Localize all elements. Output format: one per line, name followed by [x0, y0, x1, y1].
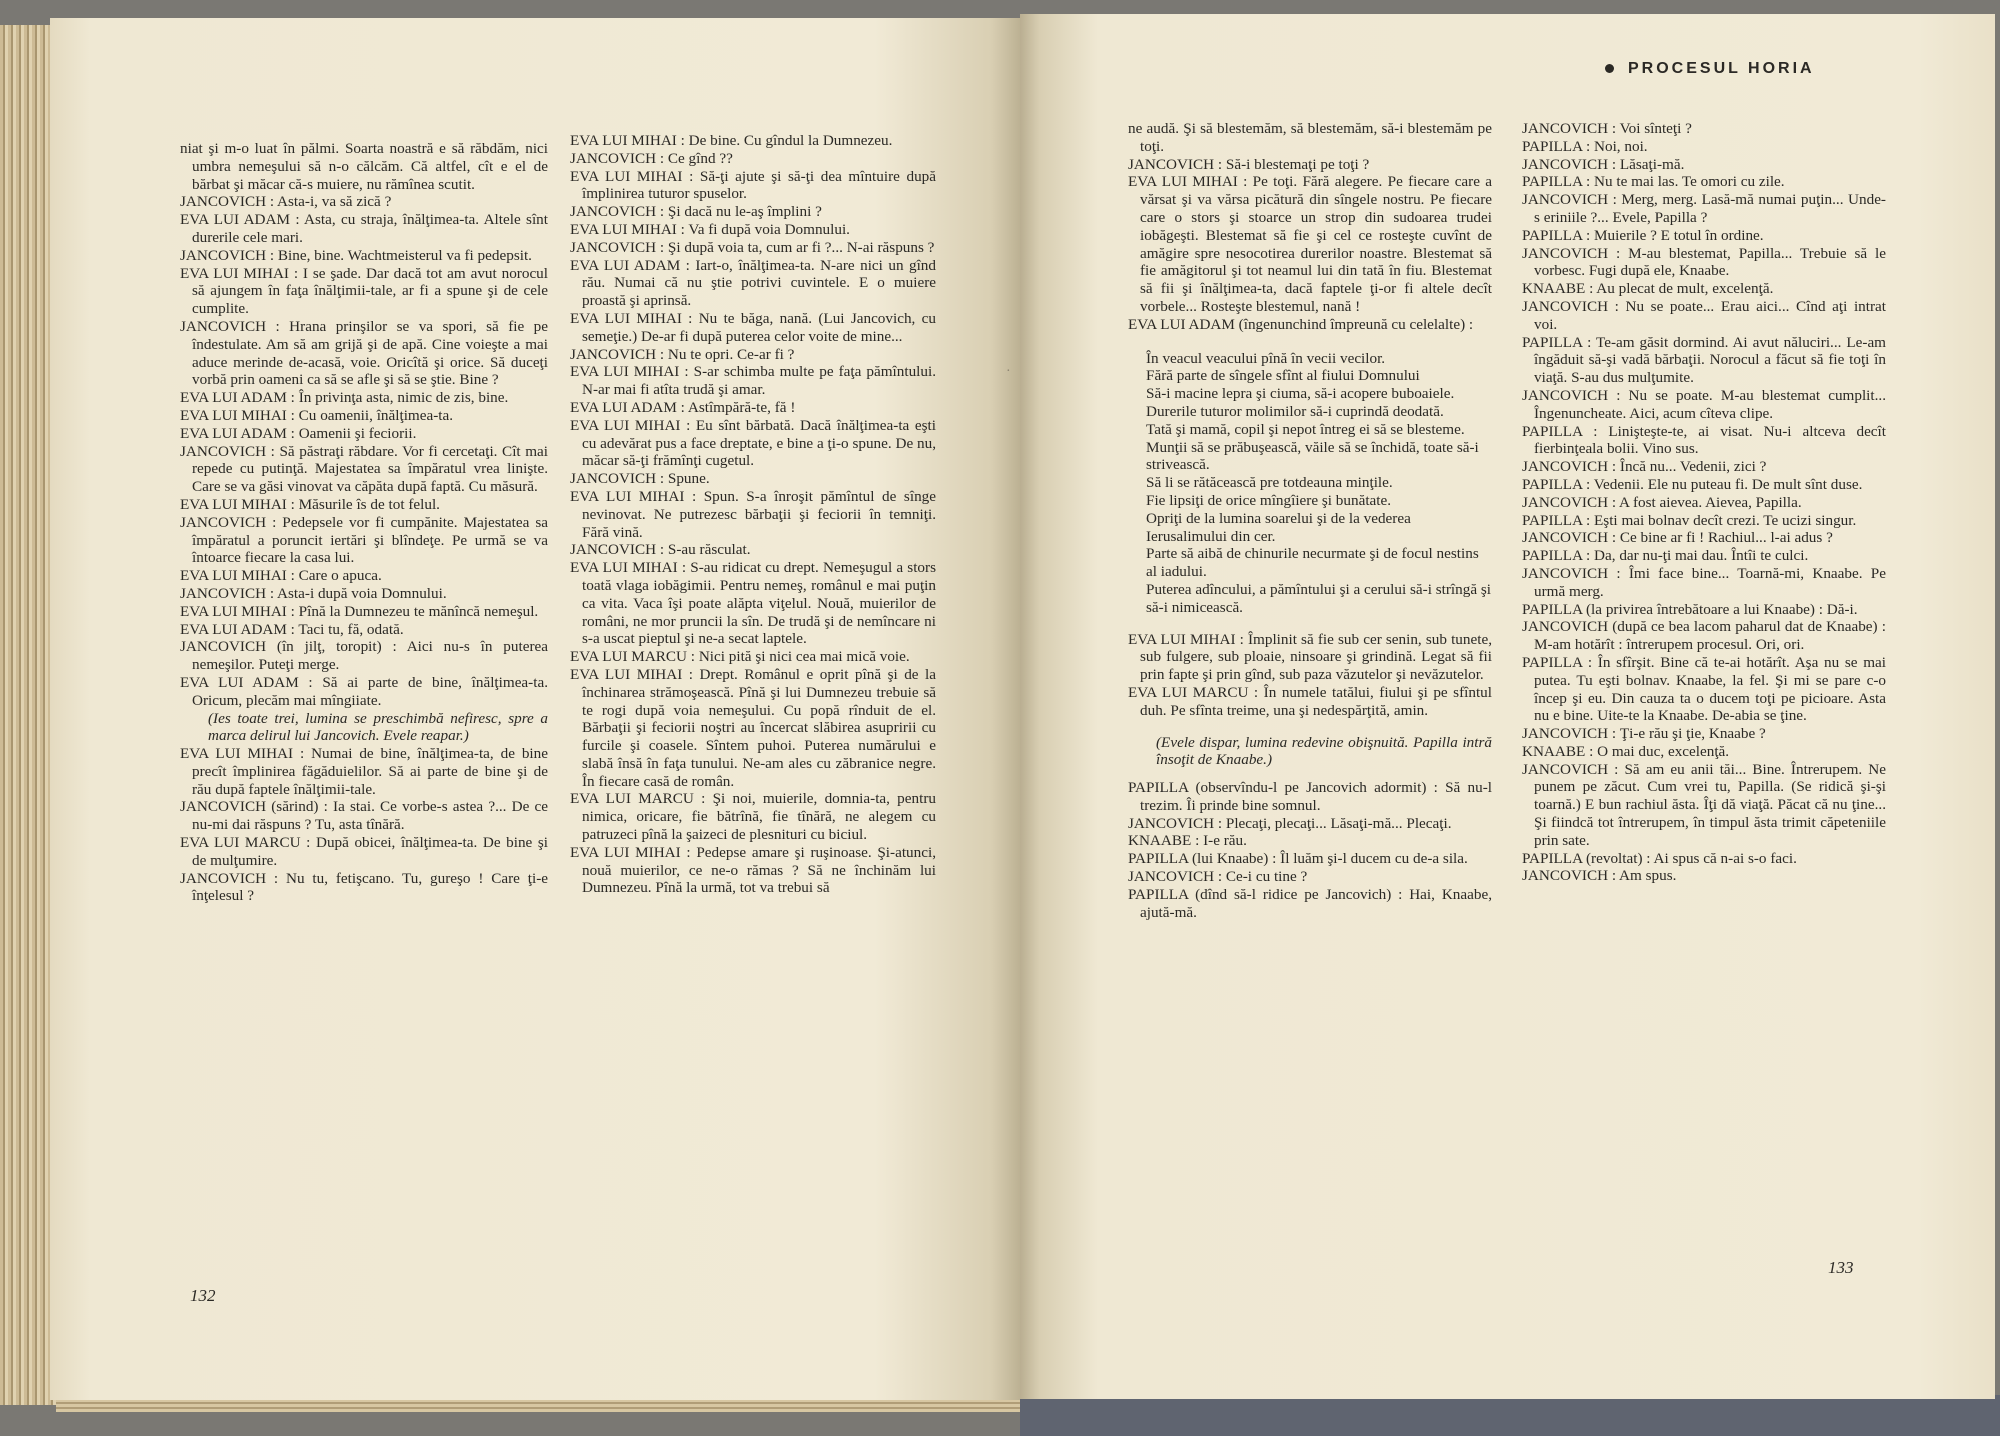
dialogue-line: KNAABE : I-e rău.	[1128, 832, 1247, 850]
dialogue-line: EVA LUI MIHAI : Eu sînt bărbată. Dacă înălţimea-ta eşti cu adevărat pus a face dreptate, e bine a ţi-o spune. De nu, măcar să-ţi frămînţi cugetul.	[570, 416, 936, 470]
dialogue-line: KNAABE : Au plecat de mult, excelenţă.	[1522, 280, 1774, 298]
dialogue-line: JANCOVICH : Asta-i, va să zică ?	[180, 193, 392, 211]
dialogue-line: JANCOVICH (în jilţ, toropit) : Aici nu-s în puterea nemeşilor. Puteţi merge.	[180, 638, 548, 674]
dialogue-line: PAPILLA : Da, dar nu-ţi mai dau. Întîi te culci.	[1522, 547, 1809, 565]
running-title: PROCESUL HORIA	[1628, 60, 1815, 77]
dialogue-line: EVA LUI MIHAI : Să-ţi ajute şi să-ţi dea mîntuire după împlinirea tuturor spuselor.	[570, 167, 936, 203]
dialogue-line: JANCOVICH : Bine, bine. Wachtmeisterul va fi pedepsit.	[180, 246, 532, 264]
dialogue-line: JANCOVICH : Pedepsele vor fi cumpănite. Majestatea sa împăratul a poruncit iertări şi blîndeţe. Pe urmă se va întoarce fiecare la casa lui.	[180, 513, 548, 567]
dialogue-line: JANCOVICH : Plecaţi, plecaţi... Lăsaţi-mă... Plecaţi.	[1128, 814, 1452, 832]
dialogue-line: JANCOVICH : Să păstraţi răbdare. Vor fi cercetaţi. Cît mai repede cu putinţă. Majestatea sa împăratul vrea linişte. Care se va găsi vinovat va căpăta după faptă. Cu măsură.	[180, 442, 548, 496]
dialogue-line: EVA LUI ADAM : Taci tu, fă, odată.	[180, 620, 404, 638]
dialogue-line: EVA LUI MIHAI : Pînă la Dumnezeu te mănîncă nemeşul.	[180, 602, 539, 620]
verse-line: Parte să aibă de chinurile necurmate şi de focul nestins al iadului.	[1146, 545, 1479, 581]
left-page	[50, 18, 1020, 1400]
page-number: 132	[190, 1286, 216, 1305]
dialogue-line: EVA LUI MIHAI : Spun. S-a înroşit pămîntul de sînge nevinovat. Ne putrezesc bărbaţii şi feciorii în temniţi. Fără vină.	[570, 487, 936, 541]
dialogue-line: PAPILLA : Te-am găsit dormind. Ai avut năluciri... Le-am îngăduit să-şi vadă bărbaţii. Norocul a făcut să fie toţi în viaţă. S-au dus mulţumite.	[1522, 333, 1886, 387]
dialogue-line: PAPILLA (revoltat) : Ai spus că n-ai s-o faci.	[1522, 849, 1797, 867]
dialogue-line: PAPILLA (observîndu-l pe Jancovich adormit) : Să nu-l trezim. Îi prinde bine somnul.	[1128, 779, 1492, 814]
dialogue-line: JANCOVICH : Voi sînteţi ?	[1522, 120, 1692, 137]
dialogue-line: JANCOVICH : Lăsaţi-mă.	[1522, 155, 1685, 173]
verse-line: Fără parte de sîngele sfînt al fiului Domnului	[1146, 367, 1420, 385]
dialogue-line: EVA LUI MIHAI : Drept. Românul e oprit pînă şi de la închinarea strămoşească. Pînă şi lui Dumnezeu trebuie să te rogi după voia nemeşului. Cu popă rînduit de el. Bărbaţii şi feciorii noştri au încercat slăbirea asupririi cu furcile şi coasele. Sîntem puhoi. Puterea numărului e slabă însă în faţa tunului. Ne-am ales cu zăbranice negre. În fiecare casă de român.	[570, 665, 936, 790]
dialogue-line: JANCOVICH : Merg, merg. Lasă-mă numai puţin... Unde-s eriniile ?... Evele, Papilla ?	[1522, 191, 1886, 226]
verse-line: Munţii să se prăbuşească, văile să se închidă, toate să-i strivească.	[1146, 438, 1479, 474]
stage-direction: (Evele dispar, lumina redevine obişnuită. Papilla intră însoţit de Knaabe.)	[1156, 733, 1492, 769]
dialogue-line: PAPILLA : Nu te mai las. Te omori cu zile.	[1522, 173, 1785, 191]
dialogue-line: EVA LUI ADAM (îngenunchind împreună cu celelalte) :	[1128, 315, 1474, 333]
dialogue-line: PAPILLA : În sfîrşit. Bine că te-ai hotărît. Aşa nu se mai putea. Tu eşti bolnav. Knaabe, la fel. Şi mi se pare c-o încep şi eu. Din cauza ta o ducem toţi pe picioare. Asta nu e bine. Uite-te la Knaabe. De-abia se ţine.	[1522, 653, 1886, 725]
page-number: 133	[1828, 1258, 1854, 1277]
dialogue-line: EVA LUI MIHAI : Numai de bine, înălţimea-ta, de bine precît împlinirea făgăduielilor. Să ai parte de bine şi de rău după faptele înălţimii-tale.	[180, 745, 548, 798]
dialogue-line: JANCOVICH : Nu se poate. M-au blestemat cumplit... Îngenuncheate. Aici, acum cîteva clipe.	[1522, 386, 1886, 422]
dialogue-line: EVA LUI ADAM : Iart-o, înălţimea-ta. N-are nici un gînd rău. Numai că nu ştie potrivi cuvintele. E o muiere proastă şi aprinsă.	[570, 256, 936, 310]
book-cover	[1020, 1395, 2000, 1436]
right-column-1	[1128, 120, 1492, 921]
verse-line: Să li se rătăcească pre totdeauna minţile.	[1146, 474, 1393, 492]
dialogue-line: PAPILLA : Eşti mai bolnav decît crezi. Te ucizi singur.	[1522, 511, 1857, 529]
dialogue-line: JANCOVICH : Îmi face bine... Toarnă-mi, Knaabe. Pe urmă merg.	[1522, 564, 1886, 600]
dialogue-line: PAPILLA : Noi, noi.	[1522, 137, 1648, 155]
dialogue-line: JANCOVICH : Încă nu... Vedenii, zici ?	[1522, 458, 1767, 476]
dialogue-line: JANCOVICH : Ce-i cu tine ?	[1128, 868, 1308, 886]
dialogue-line: EVA LUI MIHAI : Care o apuca.	[180, 567, 382, 585]
dialogue-line: EVA LUI ADAM : Asta, cu straja, înălţimea-ta. Altele sînt durerile cele mari.	[180, 211, 548, 246]
running-header	[1605, 60, 1815, 78]
dialogue-line: EVA LUI MIHAI : Nu te băga, nană. (Lui Jancovich, cu semeţie.) De-ar fi după puterea celor voite de mine...	[570, 309, 936, 345]
verse-line: Puterea adîncului, a pămîntului şi a cerului să-i strîngă şi să-i nimicească.	[1146, 580, 1492, 616]
dialogue-line: ne audă. Şi să blestemăm, să blestemăm, să-i blestemăm pe toţi.	[1128, 120, 1492, 155]
dialogue-line: JANCOVICH : Asta-i după voia Domnului.	[180, 584, 447, 602]
dialogue-line: JANCOVICH : Ce gînd ??	[570, 149, 733, 167]
dialogue-line: JANCOVICH : S-au răsculat.	[570, 541, 751, 559]
dialogue-line: EVA LUI ADAM : În privinţa asta, nimic de zis, bine.	[180, 389, 509, 407]
margin-mark: ·	[1006, 364, 1011, 379]
dialogue-line: JANCOVICH : Şi după voia ta, cum ar fi ?... N-ai răspuns ?	[570, 238, 935, 256]
dialogue-line: EVA LUI MIHAI : I se şade. Dar dacă tot am avut norocul să ajungem în faţa înălţimii-tale, ar fi a spune şi de cele cumplite.	[180, 264, 548, 318]
dialogue-line: EVA LUI MIHAI : De bine. Cu gîndul la Dumnezeu.	[570, 132, 893, 149]
page-edges-left	[0, 25, 56, 1405]
dialogue-line: JANCOVICH : Nu se poate... Erau aici... Cînd aţi intrat voi.	[1522, 297, 1886, 333]
dialogue-line: EVA LUI MARCU : În numele tatălui, fiului şi pe sfîntul duh. Pe sfînta treime, una şi nedespărţită, amin.	[1128, 683, 1492, 719]
dialogue-line: PAPILLA (la privirea întrebătoare a lui Knaabe) : Dă-i.	[1522, 600, 1858, 618]
verse-line: Opriţi de la lumina soarelui şi de la vederea Ierusalimului din cer.	[1146, 509, 1411, 545]
dialogue-line: JANCOVICH : Spune.	[570, 470, 710, 488]
dialogue-line: EVA LUI MIHAI : S-ar schimba multe pe faţa pămîntului. N-ar mai fi atîta trudă şi amar.	[570, 363, 936, 399]
dialogue-line: JANCOVICH (sărind) : Ia stai. Ce vorbe-s astea ?... De ce nu-mi dai răspuns ? Tu, asta tînără.	[180, 798, 548, 834]
dialogue-line: JANCOVICH : Şi dacă nu le-aş împlini ?	[570, 203, 822, 221]
verse-line: Fie lipsiţi de orice mîngîiere şi bunătate.	[1146, 491, 1392, 509]
dialogue-line: PAPILLA (dînd să-l ridice pe Jancovich) : Hai, Knaabe, ajută-mă.	[1128, 885, 1492, 921]
dialogue-line: JANCOVICH : Nu te opri. Ce-ar fi ?	[570, 345, 795, 363]
dialogue-line: EVA LUI MIHAI : Măsurile îs de tot felul.	[180, 495, 440, 513]
dialogue-line: JANCOVICH : Hrana prinşilor se va spori, să fie pe îndestulate. Am să am grijă şi de apă. Cine voieşte a mai aduce merinde de-acasă, voie. Oricîtă şi orice. Să duceţi vorbă prin oameni ca să se afle şi să se ştie. Bine ?	[180, 317, 548, 389]
dialogue-line: (Ies toate trei, lumina se preschimbă nefiresc, spre a marca delirul lui Jancovich. Evele reapar.)	[208, 709, 548, 745]
dialogue-line: JANCOVICH : Nu tu, fetişcano. Tu, gureşo ! Care ţi-e înţelesul ?	[180, 869, 548, 905]
dialogue-line: JANCOVICH : A fost aievea. Aievea, Papilla.	[1522, 493, 1802, 511]
dialogue-line: PAPILLA (lui Knaabe) : Îl luăm şi-l ducem cu de-a sila.	[1128, 850, 1468, 868]
dialogue-line: EVA LUI ADAM : Astîmpără-te, fă !	[570, 398, 796, 416]
dialogue-line: JANCOVICH : Ce bine ar fi ! Rachiul... l-ai adus ?	[1522, 529, 1833, 547]
dialogue-line: JANCOVICH : Să-i blestemaţi pe toţi ?	[1128, 155, 1370, 173]
dialogue-line: JANCOVICH : Ţi-e rău şi ţie, Knaabe ?	[1522, 725, 1766, 743]
dialogue-line: EVA LUI MIHAI : S-au ridicat cu drept. Nemeşugul a stors toată vlaga iobăgimii. Pentru nemeş, românul e mai puţin ca vita. Vaca îşi poate alăpta viţelul. Nouă, muierilor de români, ne mor pruncii la sîn. De trudă şi de nemîncare ni s-a uscat pieptul şi ne-a secat laptele.	[570, 559, 936, 648]
dialogue-line: JANCOVICH : M-au blestemat, Papilla... Trebuie să le vorbesc. Fugi după ele, Knaabe.	[1522, 244, 1886, 280]
left-column-2	[570, 132, 936, 897]
verse-line: Durerile tuturor molimilor să-i cuprindă deodată.	[1146, 402, 1444, 420]
dialogue-line: EVA LUI MIHAI : Pe toţi. Fără alegere. Pe fiecare care a vărsat şi va vărsa picătură din sîngele nostru. Pe fiecare care o stors şi stoarce un strop din sudoarea trudei iobăgeşti. Blestemat să fie şi cel ce rosteşte cuvînt de amăgire spre nesocotirea durerilor noastre. Blestemat să fie amăgitorul şi tot neamul lui din tată în fiu. Blestemat să fii şi înălţimea-ta, dacă faptele ţi-or fi altele decît vorbele... Rosteşte blestemul, nană !	[1128, 173, 1492, 315]
verse-line: Tată şi mamă, copil şi nepot întreg ei să se blesteme.	[1146, 420, 1465, 438]
dialogue-line: PAPILLA : Linişteşte-te, ai visat. Nu-i altceva decît fierbinţeala bolii. Vino sus.	[1522, 422, 1886, 458]
dialogue-line: EVA LUI MARCU : Nici pită şi nici cea mai mică voie.	[570, 648, 910, 666]
left-column-1	[180, 140, 548, 905]
dialogue-line: JANCOVICH : Am spus.	[1522, 867, 1677, 885]
dialogue-line: PAPILLA : Vedenii. Ele nu puteau fi. De mult sînt duse.	[1522, 475, 1863, 493]
dialogue-line: EVA LUI MIHAI : Pedepse amare şi ruşinoase. Şi-atunci, nouă muierilor, ce ne-o rămas ? Să ne închinăm lui Dumnezeu. Pînă la urmă, tot va trebui să	[570, 843, 936, 897]
dialogue-line: JANCOVICH : Să am eu anii tăi... Bine. Întrerupem. Ne punem pe zăcut. Cum vrei tu, Papilla. (Se ridică şi-şi toarnă.) E bun rachiul ăsta. Îţi dă viaţă. Păcat că nu ţine... Şi fiindcă tot întrerupem, în timpul ăsta trimit căpeteniile prin sate.	[1522, 760, 1886, 849]
right-column-2	[1522, 120, 1886, 885]
verse-line: Să-i macine lepra şi ciuma, să-i acopere buboaiele.	[1146, 385, 1455, 403]
dialogue-line: EVA LUI MIHAI : Va fi după voia Domnului.	[570, 220, 850, 238]
dialogue-line: EVA LUI ADAM : Să ai parte de bine, înălţimea-ta. Oricum, plecăm mai mîngiiate.	[180, 673, 548, 709]
dialogue-line: EVA LUI MIHAI : Cu oamenii, înălţimea-ta.	[180, 406, 454, 424]
dialogue-line: EVA LUI MARCU : După obicei, înălţimea-ta. De bine şi de mulţumire.	[180, 834, 548, 869]
dialogue-line: PAPILLA : Muierile ? E totul în ordine.	[1522, 226, 1764, 244]
verse-line: În veacul veacului pînă în vecii vecilor.	[1146, 349, 1386, 367]
dialogue-line: JANCOVICH (după ce bea lacom paharul dat de Knaabe) : M-am hotărît : întrerupem procesul. Ori, ori.	[1522, 618, 1886, 654]
dialogue-line: EVA LUI MARCU : Şi noi, muierile, domnia-ta, pentru nimica, oricare, fie bătrînă, fie tînără, ne alegem cu patruzeci pînă la şaizeci de plesnituri cu biciul.	[570, 790, 936, 844]
right-page	[1006, 14, 1995, 1399]
dialogue-line: KNAABE : O mai duc, excelenţă.	[1522, 742, 1730, 760]
dialogue-line: EVA LUI ADAM : Oamenii şi feciorii.	[180, 424, 417, 442]
dialogue-line: niat şi m-o luat în pălmi. Soarta noastră e să răbdăm, nici umbra nemeşului să n-o călcăm. Că altfel, cît e el de bărbat şi măcar că-s muiere, nu rămînea scutit.	[180, 140, 548, 193]
dialogue-line: EVA LUI MIHAI : Împlinit să fie sub cer senin, sub tunete, sub fulgere, sub ploaie, ninsoare şi grindină. Legat să fii prin fapte şi prin gînd, sub paza văzutelor şi nevăzutelor.	[1128, 630, 1492, 684]
bullet-icon	[1605, 64, 1614, 73]
